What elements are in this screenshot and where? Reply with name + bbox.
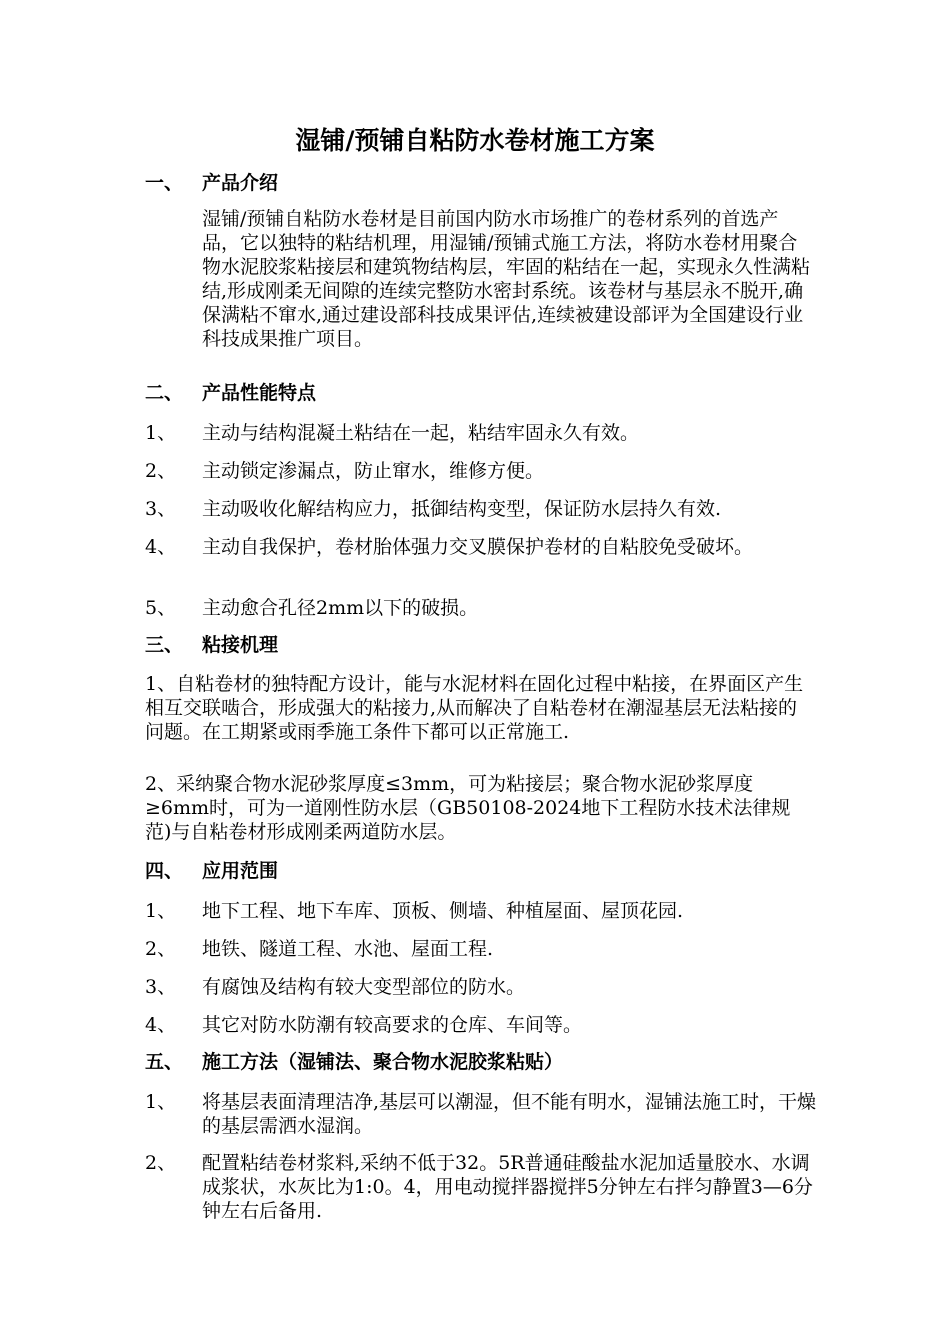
list-item	[145, 1013, 822, 1037]
list-item	[145, 596, 822, 620]
section-3-paragraph: 1、自粘卷材的独特配方设计，能与水泥材料在固化过程中粘接，在界面区产生相互交联啮合，形成强大的粘接力,从而解决了自粘卷材在潮湿基层无法粘接的问题。在工期紧或雨季施工条件下都可以正常施工.	[145, 673, 804, 743]
section-title: 施工方法（湿铺法、聚合物水泥胶浆粘贴）	[202, 1051, 564, 1073]
item-number: 5、	[145, 597, 177, 619]
item-text: 主动愈合孔径2mm以下的破损。	[202, 597, 479, 619]
section-3-heading	[145, 632, 278, 658]
list-item	[145, 497, 822, 521]
item-number: 2、	[145, 1152, 177, 1174]
item-text: 将基层表面清理洁净,基层可以潮湿，但不能有明水，湿铺法施工时，干燥的基层需洒水湿润。	[202, 1091, 817, 1137]
item-number: 4、	[145, 1014, 177, 1036]
section-title: 产品性能特点	[202, 382, 317, 404]
section-number: 五、	[145, 1051, 184, 1073]
item-number: 2、	[145, 460, 177, 482]
section-number: 二、	[145, 382, 184, 404]
list-item	[145, 421, 822, 445]
list-item	[145, 937, 822, 961]
item-number: 2、	[145, 938, 177, 960]
section-number: 四、	[145, 860, 184, 882]
list-item	[145, 1151, 822, 1223]
section-5-heading	[145, 1049, 563, 1075]
section-2-heading	[145, 380, 316, 406]
list-item	[145, 1090, 822, 1138]
section-number: 一、	[145, 172, 184, 194]
item-text: 主动锁定渗漏点，防止窜水，维修方便。	[202, 460, 545, 482]
item-text: 主动吸收化解结构应力，抵御结构变型，保证防水层持久有效.	[202, 498, 722, 520]
item-number: 1、	[145, 422, 177, 444]
item-number: 1、	[145, 900, 177, 922]
section-number: 三、	[145, 634, 184, 656]
section-title: 应用范围	[202, 860, 279, 882]
list-item	[145, 975, 822, 999]
section-1-body: 湿铺/预铺自粘防水卷材是目前国内防水市场推广的卷材系列的首选产品，它以独特的粘结机理，用湿铺/预铺式施工方法，将防水卷材用聚合物水泥胶浆粘接层和建筑物结构层，牢固的粘结在一起，实现永久性满粘结,形成刚柔无间隙的连续完整防水密封系统。该卷材与基层永不脱开,确保满粘不窜水,通过建设部科技成果评估,连续被建设部评为全国建设行业科技成果推广项目。	[202, 208, 811, 350]
item-text: 地铁、隧道工程、水池、屋面工程.	[202, 938, 494, 960]
item-text: 主动与结构混凝土粘结在一起，粘结牢固永久有效。	[202, 422, 640, 444]
item-number: 1、	[145, 1091, 177, 1113]
item-number: 3、	[145, 976, 177, 998]
item-number: 4、	[145, 536, 177, 558]
document-title: 湿铺/预铺自粘防水卷材施工方案	[295, 126, 655, 155]
section-title: 产品介绍	[202, 172, 279, 194]
item-text: 其它对防水防潮有较高要求的仓库、车间等。	[202, 1014, 583, 1036]
item-number: 3、	[145, 498, 177, 520]
section-1-heading	[145, 170, 278, 196]
list-item	[145, 899, 822, 923]
item-text: 配置粘结卷材浆料,采纳不低于32。5R普通硅酸盐水泥加适量胶水、水调成浆状，水灰比为1:0。4，用电动搅拌器搅拌5分钟左右拌匀静置3—6分钟左右后备用.	[202, 1152, 813, 1222]
section-4-heading	[145, 858, 278, 884]
section-title: 粘接机理	[202, 634, 279, 656]
item-text: 主动自我保护，卷材胎体强力交叉膜保护卷材的自粘胶免受破坏。	[202, 536, 754, 558]
item-text: 有腐蚀及结构有较大变型部位的防水。	[202, 976, 526, 998]
list-item	[145, 535, 822, 559]
item-text: 地下工程、地下车库、顶板、侧墙、种植屋面、屋顶花园.	[202, 900, 684, 922]
list-item	[145, 459, 822, 483]
section-3-paragraph: 2、采纳聚合物水泥砂浆厚度≤3mm，可为粘接层；聚合物水泥砂浆厚度≥6mm时，可为一道刚性防水层（GB50108-2024地下工程防水技术法律规范)与自粘卷材形成刚柔两道防水层。	[145, 773, 791, 843]
